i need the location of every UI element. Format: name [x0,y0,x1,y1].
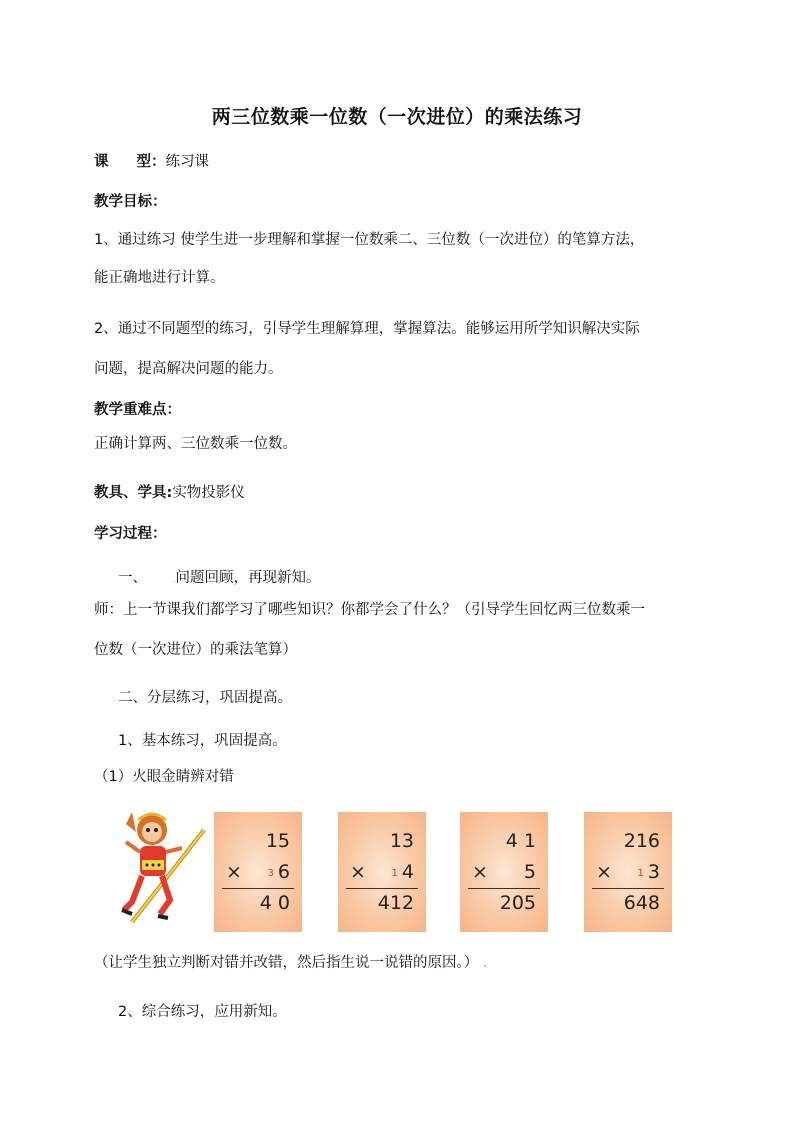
problem-bottom: 3 [647,861,660,883]
problem-card-1 [214,812,302,932]
sum-line [346,888,418,889]
goal1-line2: 能正确地进行计算。 [94,270,225,286]
times-sign: × [350,861,366,883]
problem-top: 4 1 [505,830,536,852]
problem-result: 412 [377,892,414,914]
key-text: 正确计算两、三位数乘一位数。 [94,436,297,452]
step1-text: 问题回顾，再现新知。 [175,570,321,586]
times-sign: × [472,861,488,883]
carry-digit: 1 [391,868,398,879]
problem-top: 13 [389,830,414,852]
tools-row [94,481,245,502]
problem-bottom-row [268,861,290,883]
goal2-line2: 问题，提高解决问题的能力。 [94,361,283,377]
page-title: 两三位数乘一位数（一次进位）的乘法练习 [211,106,583,128]
problem-card-3 [460,812,548,932]
sum-line [592,888,664,889]
problem-bottom: 6 [277,861,290,883]
tools-label: 教具、学具: [94,485,173,501]
problem-top: 216 [623,830,660,852]
key-heading: 教学重难点： [94,402,181,418]
teacher-line1: 师：上一节课我们都学习了哪些知识？你都学会了什么？（引导学生回忆两三位数乘一 [94,602,645,618]
times-sign: × [226,861,242,883]
tools-value: 实物投影仪 [172,485,245,501]
problem-result: 648 [623,892,660,914]
problem-bottom-row [520,861,536,883]
problem-bottom: 4 [401,861,414,883]
process-heading: 学习过程： [94,526,167,542]
times-sign: × [596,861,612,883]
sub1-item: （1）火眼金睛辨对错 [94,769,234,785]
lesson-type-value: 练习课 [165,154,209,170]
sub1-heading: 1、基本练习，巩固提高。 [118,733,287,749]
note-text: （让学生独立判断对错并改错，然后指生说一说错的原因。） [94,955,479,971]
step2-heading: 二、分层练习，巩固提高。 [118,690,292,706]
lesson-type-label-a: 课 [94,154,109,170]
sum-line [468,888,540,889]
teacher-line2: 位数（一次进位）的乘法笔算） [94,642,297,658]
marker-dot: . [173,575,176,584]
note-row [94,951,487,972]
marker-dot: . [478,955,488,971]
problem-card-4 [584,812,672,932]
goal2-line1: 2、通过不同题型的练习，引导学生理解算理，掌握算法。能够运用所学知识解决实际 [94,321,640,337]
problem-bottom-row [638,861,660,883]
problem-card-2 [338,812,426,932]
carry-digit: 3 [267,868,274,879]
problem-result: 205 [499,892,536,914]
sum-line [222,888,294,889]
goal1-line1: 1、通过练习 使学生进一步理解和掌握一位数乘二、三位数（一次进位）的笔算方法， [94,232,645,248]
problem-result: 4 0 [259,892,290,914]
lesson-type-label-b: 型： [136,154,166,170]
problem-top: 15 [265,830,290,852]
problem-bottom: 5 [523,861,536,883]
goals-heading: 教学目标： [94,194,167,210]
problem-bottom-row [392,861,414,883]
carry-digit: 1 [637,868,644,879]
step1-row [118,566,321,587]
step1-number: 一、 [118,570,147,586]
sub2-heading: 2、综合练习，应用新知。 [118,1004,287,1020]
lesson-type-row [94,150,209,171]
monkey-king-illustration [112,802,212,932]
